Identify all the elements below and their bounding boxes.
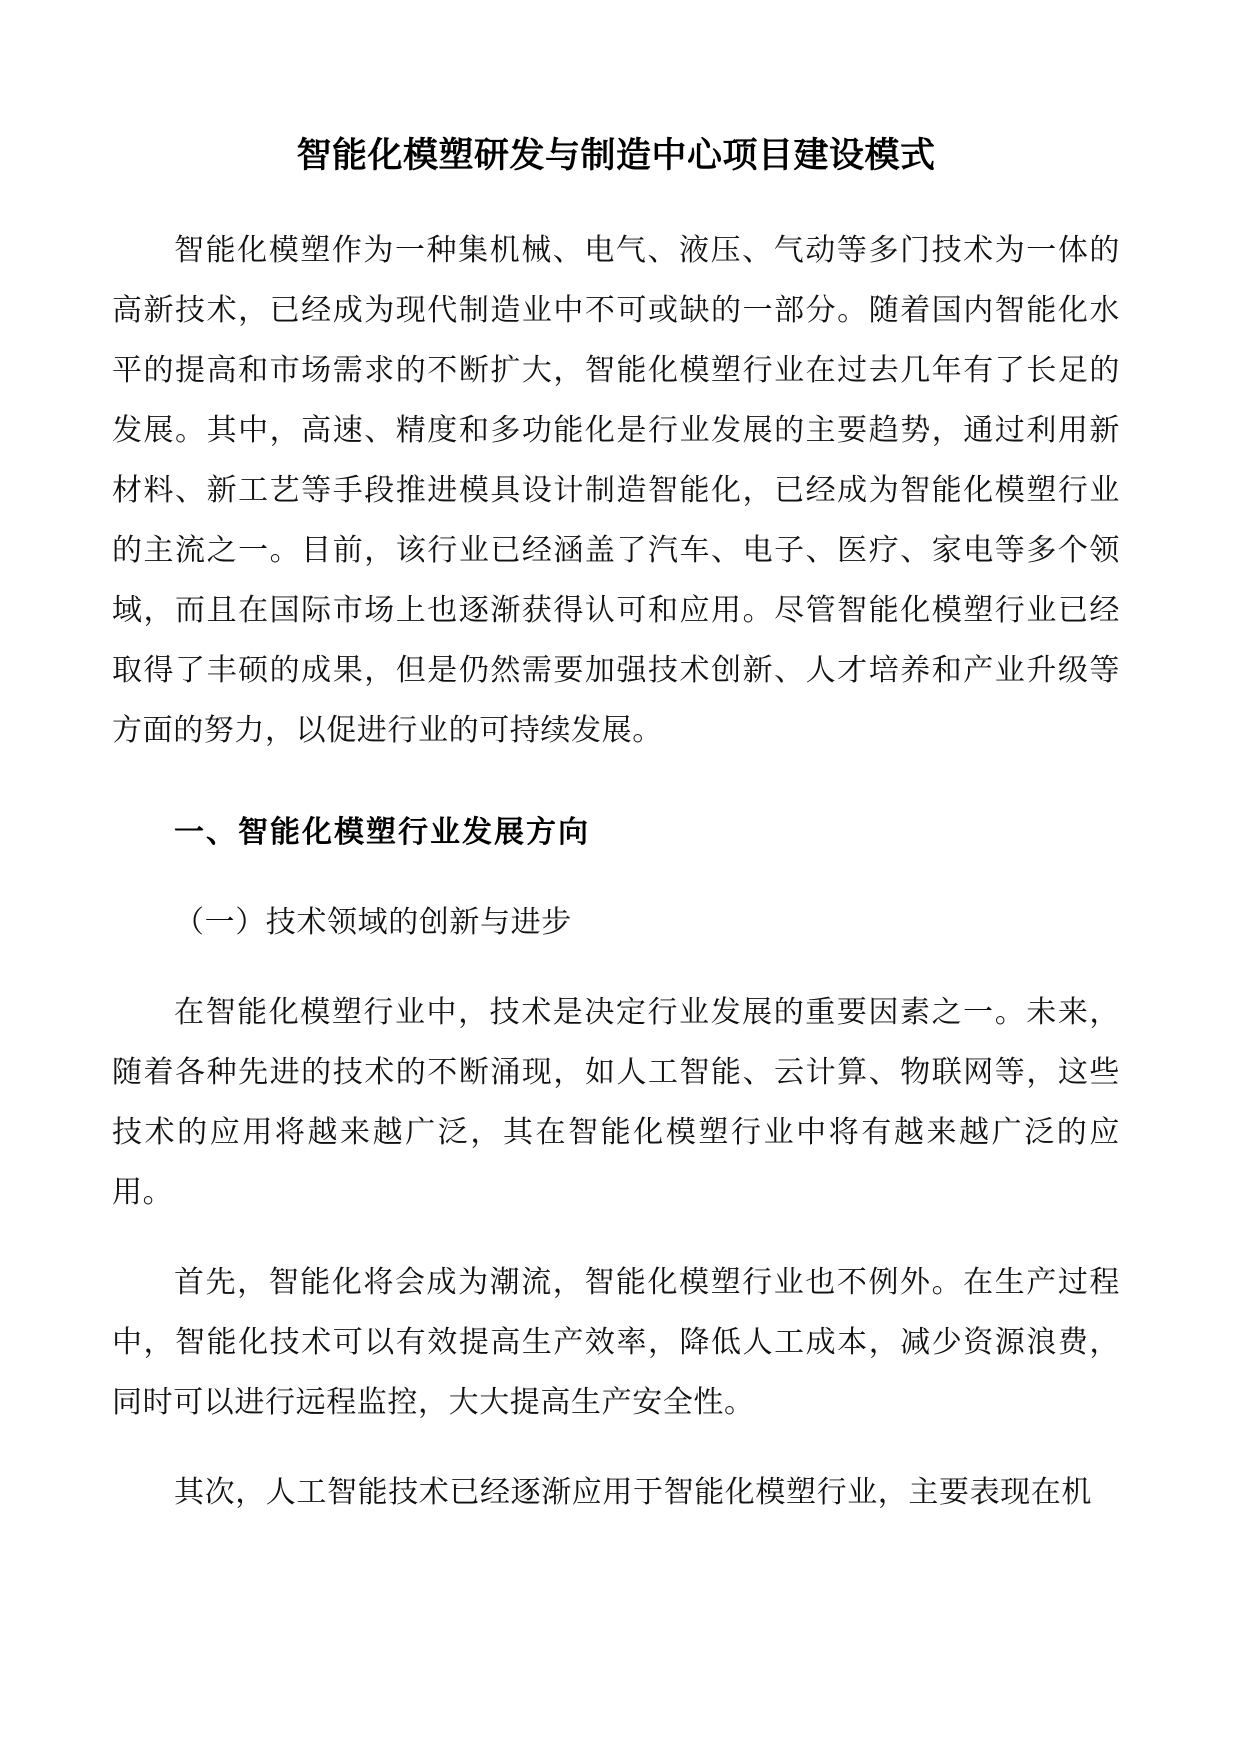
section-heading-level-2: （一）技术领域的创新与进步 [174,906,572,940]
page-title: 智能化模塑研发与制造中心项目建设模式 [296,136,936,175]
paragraph-technology-overview: 在智能化模塑行业中，技术是决定行业发展的重要因素之一。未来，随着各种先进的技术的不断涌现，如人工智能、云计算、物联网等，这些技术的应用将越来越广泛，其在智能化模塑行业中将有越来越广泛的应用。 [112,996,1120,1210]
paragraph-intro: 智能化模塑作为一种集机械、电气、液压、气动等多门技术为一体的高新技术，已经成为现代制造业中不可或缺的一部分。随着国内智能化水平的提高和市场需求的不断扩大，智能化模塑行业在过去几年有了长足的发展。其中，高速、精度和多功能化是行业发展的主要趋势，通过利用新材料、新工艺等手段推进模具设计制造智能化，已经成为智能化模塑行业的主流之一。目前，该行业已经涵盖了汽车、电子、医疗、家电等多个领域，而且在国际市场上也逐渐获得认可和应用。尽管智能化模塑行业已经取得了丰硕的成果，但是仍然需要加强技术创新、人才培养和产业升级等方面的努力，以促进行业的可持续发展。 [112,234,1120,748]
page-text-column [112,0,1120,1523]
section-heading-level-1: 一、智能化模塑行业发展方向 [174,816,590,850]
paragraph-first-point: 首先，智能化将会成为潮流，智能化模塑行业也不例外。在生产过程中，智能化技术可以有效提高生产效率，降低人工成本，减少资源浪费，同时可以进行远程监控，大大提高生产安全性。 [112,1266,1120,1420]
paragraph-second-point: 其次，人工智能技术已经逐渐应用于智能化模塑行业，主要表现在机 [174,1476,1092,1510]
